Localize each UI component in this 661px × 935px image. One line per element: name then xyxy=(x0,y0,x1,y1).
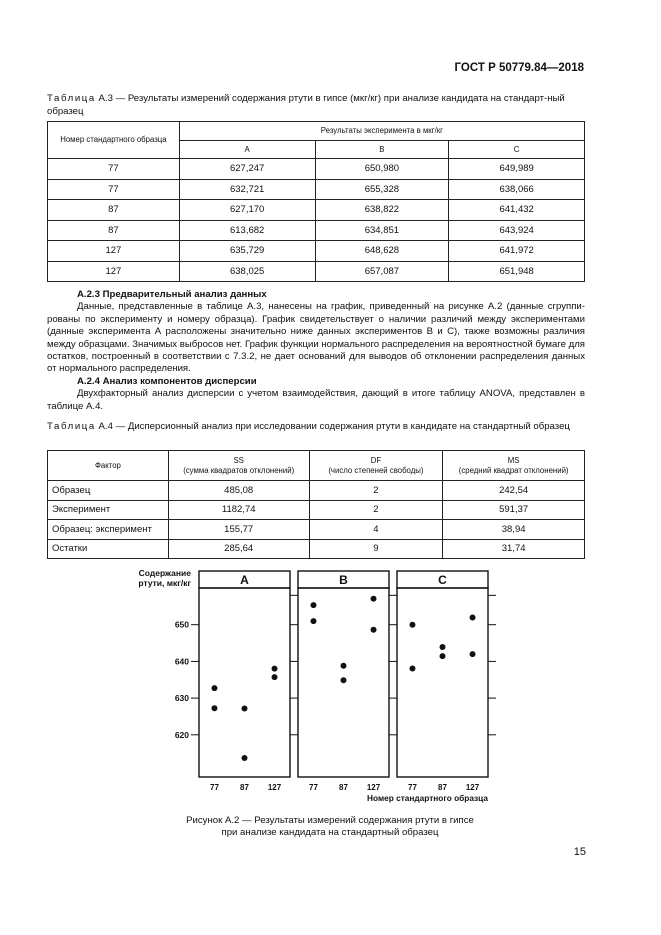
table-cell: 38,94 xyxy=(443,520,585,540)
x-tick-label: 77 xyxy=(408,783,417,792)
figure-caption-line-2: при анализе кандидата на стандартный образец xyxy=(221,827,439,839)
section-a24-paragraph: Двухфакторный анализ дисперсии с учетом взаимодействия, дающий в итоге таблицу ANOVA, представлен в таблице А.4. xyxy=(47,388,585,412)
table-a4-caption-prefix: Таблица xyxy=(47,421,96,432)
ss-label: SS xyxy=(233,455,244,465)
table-a4-header-ms xyxy=(443,451,585,481)
ms-label: MS xyxy=(507,455,520,465)
table-cell: 643,924 xyxy=(449,220,585,241)
table-a4-caption xyxy=(47,420,585,433)
data-point xyxy=(272,674,278,680)
y-axis-label xyxy=(138,568,191,588)
table-cell: 638,066 xyxy=(449,179,585,200)
table-cell: 87 xyxy=(48,220,180,241)
table-a4 xyxy=(47,450,585,559)
table-row xyxy=(48,200,585,221)
table-cell: 627,170 xyxy=(179,200,315,221)
table-a3-caption-text: А.3 — Результаты измерений содержания ртути в гипсе (мкг/кг) при анализе кандидата на стандарт-ный образец xyxy=(47,93,565,117)
table-cell: 285,64 xyxy=(168,539,309,559)
x-tick-label: 127 xyxy=(465,783,480,792)
table-cell: Эксперимент xyxy=(48,500,169,520)
panel-frame xyxy=(199,588,290,777)
table-cell: 485,08 xyxy=(168,481,309,501)
data-point xyxy=(470,615,476,621)
table-cell: 655,328 xyxy=(315,179,449,200)
figure-a2-caption xyxy=(130,815,530,840)
table-cell: 77 xyxy=(48,159,180,180)
table-a3-caption-prefix: Таблица xyxy=(47,93,96,104)
table-a3-header-results: Результаты эксперимента в мкг/кг xyxy=(179,122,584,141)
table-cell: 638,822 xyxy=(315,200,449,221)
section-a23-heading: А.2.3 Предварительный анализ данных xyxy=(77,289,267,300)
table-cell: 127 xyxy=(48,261,180,282)
data-point xyxy=(341,677,347,683)
y-tick-label: 630 xyxy=(174,693,189,704)
table-row xyxy=(48,500,585,520)
table-cell: 627,247 xyxy=(179,159,315,180)
y-tick-label: 620 xyxy=(174,729,189,740)
table-cell: 651,948 xyxy=(449,261,585,282)
table-row xyxy=(48,241,585,262)
table-cell: 2 xyxy=(309,481,443,501)
y-axis-label-line: ртути, мкг/кг xyxy=(138,578,191,588)
x-tick-label: 127 xyxy=(267,783,282,792)
df-description: (число степеней свободы) xyxy=(328,465,424,475)
table-cell: 77 xyxy=(48,179,180,200)
ss-description: (сумма квадратов отклонений) xyxy=(183,465,295,475)
y-tick-label: 640 xyxy=(174,656,189,667)
table-cell: 9 xyxy=(309,539,443,559)
x-tick-label: 77 xyxy=(210,783,219,792)
table-cell: Остатки xyxy=(48,539,169,559)
data-point xyxy=(211,685,217,691)
data-point xyxy=(470,651,476,657)
data-point xyxy=(310,618,316,624)
table-row xyxy=(48,159,585,180)
data-point xyxy=(242,705,248,711)
data-point xyxy=(371,596,377,602)
table-a3-caption xyxy=(47,92,585,118)
data-point xyxy=(440,653,446,659)
table-row xyxy=(48,520,585,540)
data-point xyxy=(341,663,347,669)
table-cell: 638,025 xyxy=(179,261,315,282)
table-cell: 648,628 xyxy=(315,241,449,262)
section-a23-paragraph: Данные, представленные в таблице А.3, нанесены на график, приведенный на рисунке А.2 (данные сгруппи-рованы по эксперименту и номеру образца). График свидетельствует о наличии различий между экспериментами (данные эксперимента А расположены значительно ниже данных экспериментов В и С), также возможны различия между образцами. Значимых выбросов нет. График функции нормального распределения на вероятностной бумаге для остатков, построенный в соответствии с 7.3.2, не дает оснований для выводов об отклонении распределения данных от нормального распределения. xyxy=(47,301,585,375)
table-cell: 127 xyxy=(48,241,180,262)
table-a3 xyxy=(47,121,585,282)
data-point xyxy=(310,602,316,608)
table-cell: Образец xyxy=(48,481,169,501)
table-cell: 1182,74 xyxy=(168,500,309,520)
table-row xyxy=(48,539,585,559)
data-point xyxy=(409,622,415,628)
table-cell: 649,989 xyxy=(449,159,585,180)
section-text xyxy=(47,289,585,413)
table-cell: 650,980 xyxy=(315,159,449,180)
table-cell: 242,54 xyxy=(443,481,585,501)
table-cell: 635,729 xyxy=(179,241,315,262)
table-row xyxy=(48,261,585,282)
table-a4-caption-text: А.4 — Дисперсионный анализ при исследовании содержания ртути в кандидате на стандартный образец xyxy=(98,421,570,432)
x-tick-label: 127 xyxy=(366,783,381,792)
data-point xyxy=(409,665,415,671)
ms-description: (средний квадрат отклонений) xyxy=(458,465,569,475)
table-cell: 4 xyxy=(309,520,443,540)
table-a4-header-ss xyxy=(168,451,309,481)
table-row xyxy=(48,481,585,501)
table-row xyxy=(48,220,585,241)
data-point xyxy=(371,627,377,633)
section-a24-heading: А.2.4 Анализ компонентов дисперсии xyxy=(77,375,257,387)
table-cell: 634,851 xyxy=(315,220,449,241)
table-cell: 632,721 xyxy=(179,179,315,200)
y-axis-label-line: Содержание xyxy=(138,568,191,578)
table-cell: 2 xyxy=(309,500,443,520)
data-point xyxy=(272,666,278,672)
x-tick-label: 87 xyxy=(438,783,447,792)
figure-a2-chart xyxy=(0,560,661,810)
table-cell: 591,37 xyxy=(443,500,585,520)
panel-title: C xyxy=(438,573,447,587)
table-a4-header-df xyxy=(309,451,443,481)
table-cell: 31,74 xyxy=(443,539,585,559)
x-tick-label: 77 xyxy=(309,783,318,792)
figure-caption-line-1: Рисунок А.2 — Результаты измерений содержания ртути в гипсе xyxy=(186,815,474,826)
df-label: DF xyxy=(370,455,382,465)
data-point xyxy=(211,705,217,711)
page-number: 15 xyxy=(573,846,586,858)
table-cell: 641,972 xyxy=(449,241,585,262)
x-tick-label: 87 xyxy=(240,783,249,792)
table-cell: 613,682 xyxy=(179,220,315,241)
x-axis-label: Номер стандартного образца xyxy=(367,793,488,803)
table-cell: 641,432 xyxy=(449,200,585,221)
table-row xyxy=(48,179,585,200)
table-cell: 87 xyxy=(48,200,180,221)
panel-title: B xyxy=(339,573,348,587)
data-point xyxy=(242,755,248,761)
table-a3-header-sample: Номер стандартного образца xyxy=(48,122,180,159)
table-cell: Образец: эксперимент xyxy=(48,520,169,540)
table-a3-subheader-c: С xyxy=(449,141,585,159)
panel-title: A xyxy=(240,573,249,587)
table-a3-subheader-a: А xyxy=(179,141,315,159)
x-tick-label: 87 xyxy=(339,783,348,792)
table-a3-subheader-b: В xyxy=(315,141,449,159)
y-tick-label: 650 xyxy=(174,619,189,630)
data-point xyxy=(440,644,446,650)
table-a4-header-factor: Фактор xyxy=(48,451,169,481)
standard-number: ГОСТ Р 50779.84—2018 xyxy=(454,62,584,74)
table-cell: 657,087 xyxy=(315,261,449,282)
table-cell: 155,77 xyxy=(168,520,309,540)
